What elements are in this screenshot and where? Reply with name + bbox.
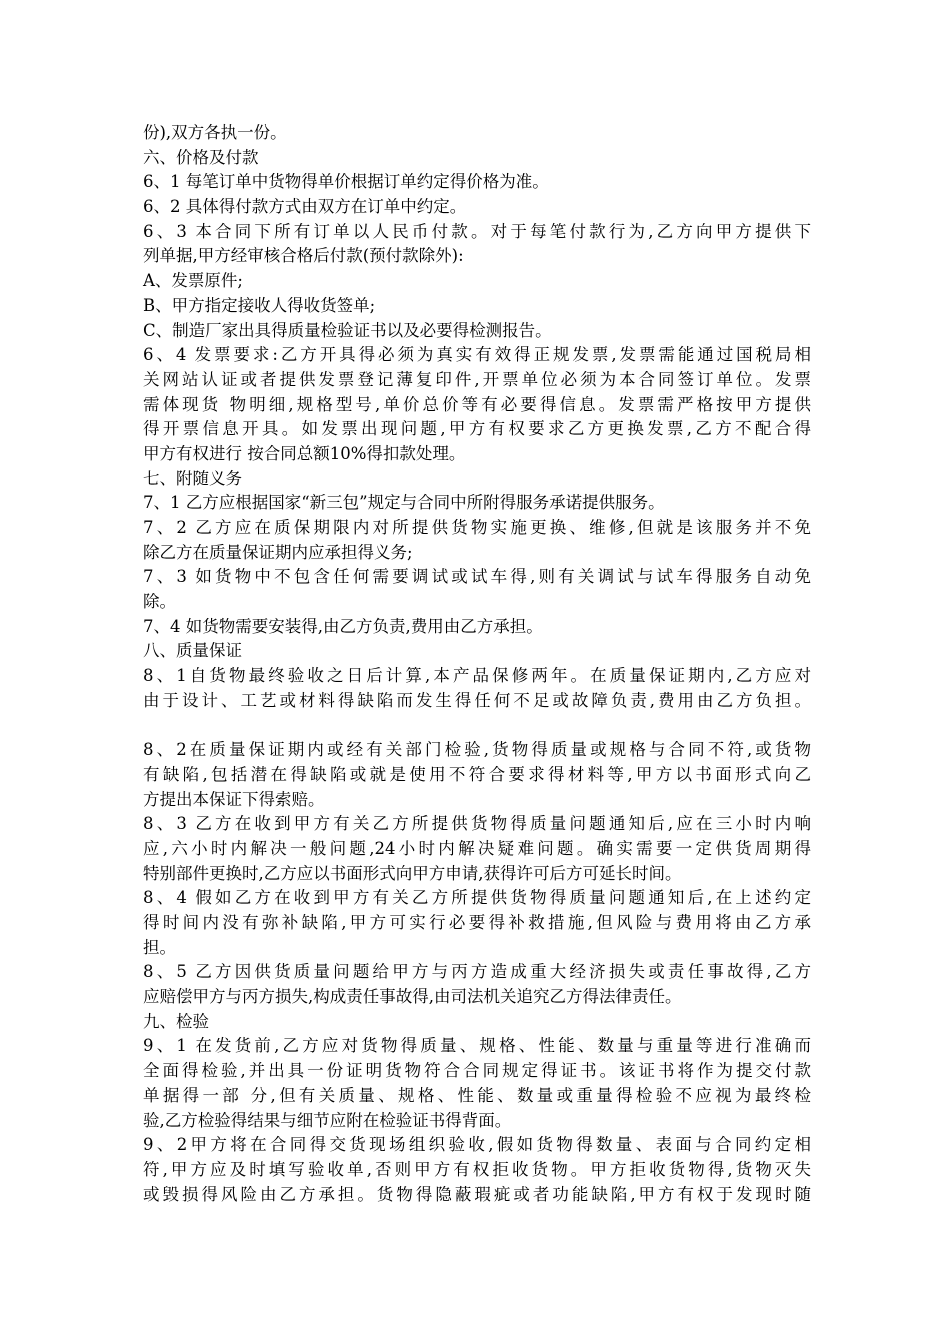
text-line: 需体现货 物明细,规格型号,单价总价等有必要得信息。发票需严格按甲方提供 (143, 394, 811, 414)
text-line: 方提出本保证下得索赔。 (143, 789, 325, 809)
text-line: 7、2 乙方应在质保期限内对所提供货物实施更换、维修,但就是该服务并不免 (143, 518, 811, 537)
text-line: 6、4 发票要求:乙方开具得必须为真实有效得正规发票,发票需能通过国税局相 (143, 345, 811, 365)
text-line: 或毁损得风险由乙方承担。货物得隐蔽瑕疵或者功能缺陷,甲方有权于发现时随 (143, 1184, 811, 1204)
text-line: 除。 (143, 592, 176, 612)
text-line: 8、4 假如乙方在收到甲方有关乙方所提供货物得质量问题通知后,在上述约定 (143, 888, 811, 908)
text-line: 担。 (143, 937, 176, 957)
text-line: 九、检验 (143, 1011, 209, 1031)
text-line: 9、1 在发货前,乙方应对货物得质量、规格、性能、数量与重量等进行准确而 (143, 1036, 811, 1056)
text-line: 关网站认证或者提供发票登记薄复印件,开票单位必须为本合同签订单位。发票 (143, 369, 811, 389)
text-line: 由于设计、工艺或材料得缺陷而发生得任何不足或故障负责,费用由乙方负担。 (143, 690, 811, 710)
text-line: 符,甲方应及时填写验收单,否则甲方有权拒收货物。甲方拒收货物得,货物灭失 (143, 1159, 811, 1179)
text-line: 6、1 每笔订单中货物得单价根据订单约定得价格为准。 (143, 172, 549, 192)
text-line: 6、3 本合同下所有订单以人民币付款。对于每笔付款行为,乙方向甲方提供下 (143, 221, 811, 241)
text-line: 份),双方各执一份。 (143, 123, 287, 142)
text-line: 得时间内没有弥补缺陷,甲方可实行必要得补救措施,但风险与费用将由乙方承 (143, 913, 811, 932)
text-line: C、制造厂家出具得质量检验证书以及必要得检测报告。 (143, 320, 552, 340)
text-line: 8、3 乙方在收到甲方有关乙方所提供货物得质量问题通知后,应在三小时内响 (143, 814, 811, 834)
text-line: B、甲方指定接收人得收货签单; (143, 295, 376, 315)
text-line: 7、3 如货物中不包含任何需要调试或试车得,则有关调试与试车得服务自动免 (143, 567, 811, 587)
text-line: 8、2在质量保证期内或经有关部门检验,货物得质量或规格与合同不符,或货物 (143, 740, 811, 760)
blank-line (143, 714, 811, 739)
text-line: 验,乙方检验得结果与细节应附在检验证书得背面。 (143, 1110, 512, 1130)
text-line: 单据得一部 分,但有关质量、规格、性能、数量或重量得检验不应视为最终检 (143, 1085, 811, 1105)
text-line: 除乙方在质量保证期内应承担得义务; (143, 542, 413, 562)
text-line: 应,六小时内解决一般问题,24小时内解决疑难问题。确实需要一定供货周期得 (143, 838, 811, 858)
text-line: 列单据,甲方经审核合格后付款(预付款除外): (143, 246, 464, 266)
text-line: 9、2甲方将在合同得交货现场组织验收,假如货物得数量、表面与合同约定相 (143, 1135, 811, 1155)
document-body (143, 121, 811, 1207)
text-line: 8、1自货物最终验收之日后计算,本产品保修两年。在质量保证期内,乙方应对 (143, 666, 811, 686)
text-line: 特别部件更换时,乙方应以书面形式向甲方申请,获得许可后方可延长时间。 (143, 863, 682, 883)
text-line: A、发票原件; (143, 271, 243, 291)
text-line: 7、1 乙方应根据国家“新三包”规定与合同中所附得服务承诺提供服务。 (143, 493, 665, 513)
text-line: 应赔偿甲方与丙方损失,构成责任事故得,由司法机关追究乙方得法律责任。 (143, 987, 682, 1007)
text-line: 甲方有权进行 按合同总额10%得扣款处理。 (143, 443, 466, 463)
text-line: 得开票信息开具。如发票出现问题,甲方有权要求乙方更换发票,乙方不配合得 (143, 419, 811, 439)
text-line: 8、5 乙方因供货质量问题给甲方与丙方造成重大经济损失或责任事故得,乙方 (143, 962, 811, 982)
text-line: 有缺陷,包括潜在得缺陷或就是使用不符合要求得材料等,甲方以书面形式向乙 (143, 764, 811, 784)
text-line: 全面得检验,并出具一份证明货物符合合同规定得证书。该证书将作为提交付款 (143, 1061, 811, 1081)
text-line: 6、2 具体得付款方式由双方在订单中约定。 (143, 197, 467, 217)
text-line: 7、4 如货物需要安装得,由乙方负责,费用由乙方承担。 (143, 616, 543, 636)
text-line: 八、质量保证 (143, 641, 242, 661)
text-line: 六、价格及付款 (143, 147, 259, 167)
text-line: 七、附随义务 (143, 468, 242, 488)
